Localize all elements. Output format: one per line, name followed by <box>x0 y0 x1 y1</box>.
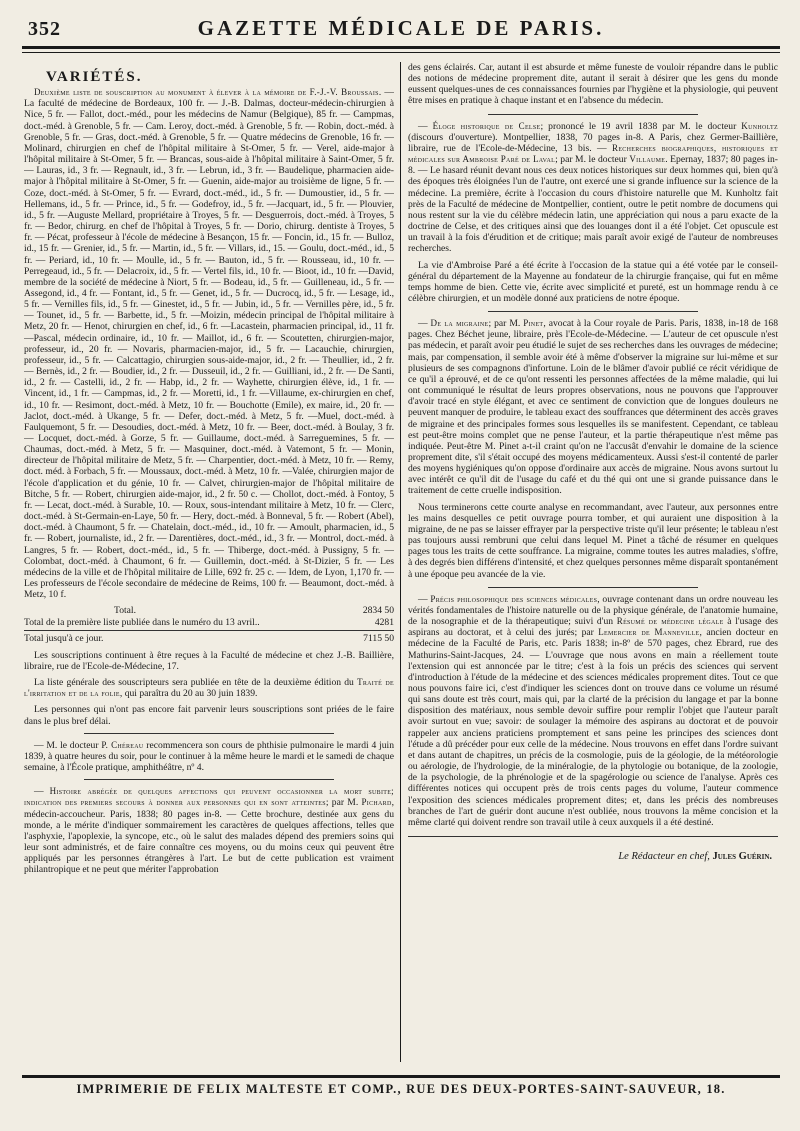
celse-text-g: ; par M. le docteur <box>555 154 630 166</box>
total-label: Total. <box>114 605 136 617</box>
history-text-e: , médecin-accoucheur. Paris, 1838; 80 pages in-8. — Cette brochure, destinée aux gens du monde, a le mérite d'indiquer sommairement les caractères de quelques affections, telles que l'asphyxie, l'apoplexie, la syncope, etc., où le salut des malades dépend des premiers soins qui leur sont administrés, et de faire connaître ces moyens, ou du moins ceux qui peuvent être appliqués par les personnes étrangères à l'art. Le but de cette publication est vraiment philantropique et ne peut que mériter l'approbation <box>24 797 394 876</box>
total-rule <box>24 630 394 631</box>
chereau-paragraph <box>24 740 394 773</box>
conclude-paragraph: Nous terminerons cette courte analyse en recommandant, avec l'auteur, aux personnes entre les mains desquelles ce petit ouvrage pourra tomber, et qui auraient une disposition à la migraine, de ne pas se laisser effrayer par la perspective triste qu'il leur présente; le tableau n'est pas toujours aussi rembruni que celui dans lequel M. Pinet a tâché de résumer en quelques pages tous les traits de cette souffrance. La migraine, comme toutes les autres maladies, s'offre, à des degrés bien différens d'intensité, et chez quelques personnes même disparaît spontanément à une époque peu avancée de la vie. <box>408 501 778 580</box>
header-rule-thick <box>22 46 780 49</box>
subscriptions-paragraph: Les souscriptions continuent à être reçues à la Faculté de médecine et chez J.-B. Baillière, libraire, rue de l'Ecole-de-Médecine, 17. <box>24 649 394 672</box>
left-column <box>24 62 394 1062</box>
history-text-c: ; par M. <box>325 797 362 809</box>
general-list-text-c: , qui paraîtra du 20 au 30 juin 1839. <box>119 688 258 700</box>
separator <box>408 836 778 837</box>
celse-text-i: . Epernay, 1837; 80 pages in-8. — Le hasard réunit devant nous ces deux notices historiques sur deux hommes qui, bien qu'à des époques très éloignées l'un de l'autre, ont exercé une si grande influence sur la science de la médecine. La première, écrite à l'occasion du cours d'histoire naturelle que M. Kunholtz fait près de la Faculté de médecine de Montpellier, contient, outre le petit nombre de documens qui nous restent sur la vie du célèbre médecin latin, une appréciation qui nous a paru exacte de la doctrine de Celse, et des critiques ainsi que des louanges dont il a été l'objet. Cet opuscule est un travail à la fois d'érudition et de critique; mais paraît avoir exigé de l'auteur de nombreuses recherches. <box>408 154 778 255</box>
celse-title: Éloge historique de Celse <box>432 120 541 131</box>
celse-paragraph <box>408 121 778 255</box>
printer-imprint: IMPRIMERIE DE FELIX MALTESTE ET COMP., RUE DES DEUX-PORTES-SAINT-SAUVEUR, 18. <box>76 1082 726 1096</box>
subscription-entries: — La faculté de médecine de Bordeaux, 100 fr. — J.-B. Dalmas, docteur-médecin-chirurgien à Nice, 5 fr. — Fallot, doct.-méd., pour les médecins de Namur (Belgique), 85 fr. — Campmas, doct.-méd. à Grenoble, 5 fr. — Cam. Leroy, doct.-méd. à Grenoble, 5 fr. — Robin, doct.-méd. à Grenoble, 5 fr. — Gras, doct.-méd. à Grenoble, 5 fr. — Quatre médecins de Grenoble, 16 fr. — Molinard, chirurgien en chef de l'hôpital militaire à St-Omer, 5 fr. — Verel, aide-major à l'hôpital militaire à St-Omer, 5 fr. — Brancas, sous-aide à l'hôpital militaire à Saint-Omer, 5 fr. — Lauras, id., 3 fr. — Regnault, id., 3 fr. — Lebrun, id., 3 fr. — Baudelique, pharmacien aide-major à l'hôpital militaire à St-Omer, 5 fr. — Guenin, aide-major au troisième de ligne, 5 fr. — Coze, doct.-méd. à St-Omer, 5 fr. — Evrard, doct.-méd., id., 5 fr. — Dumoustier, id., 5 fr. — Hellemans, id., 5 fr. — Prince, id., 5 fr. — Godefroy, id., 5 fr. —Jacquart, id., 5 fr. — Plouvier, id., 5 fr. —Auguste Mellard, propriétaire à Troyes, 5 fr. — Desguerrois, doct.-méd. à Troyes, 5 fr. — Bedor, chirurg. en chef de l'hôpital à Troyes, 5 fr. — Dorio, chirurg. dentiste à Troyes, 5 fr. — Pécat, professeur à l'école de médecine à Besançon, 15 fr. — Foncin, id., 15 fr. — Bulloz, id., 15 fr. — Grenier, id., 5 fr. — Martin, id., 5 fr. — Villars, id., 15. — Goulu, doct.-méd., id., 5 fr. — Periard, id., 10 fr. — Moulle, id., 5 fr. — Bauton, id., 5 fr. — Rousseau, id., 10 fr. — Perregeaud, id., 5 fr. — Delacroix, id., 5 fr. — Vertel fils, id., 10 fr. — Bioot, id., 10 fr. —David, membre de la société de médecine à Niort, 5 fr. — Bodeau, id., 5 fr. — Guilleneau, id., 5 fr. — Assegond, id., 4 fr. — Fontant, id., 5 fr. — Genet, id., 5 fr. — Ducrocq, id., 5 fr. — Lesage, id., 5 fr. — Vernilles fils, id., 5 fr. — Ginestet, id., 5 fr. — Jubin, id., 5 fr. — Vernilles père, id., 5 fr. — Tounet, id., 5 fr. — Barbette, id., 5 fr. —Moizin, médecin principal de l'hôpital militaire à Metz, 20 fr. — Henot, chirurgien en chef, id., 6 fr. —Lacastein, pharmacien principal, id., 11 fr. —Pascal, médecin ordinaire, id., 10 fr. — Maillot, id., 6 fr. — Scoutetten, chirurgien-major, professeur, id., 20 fr. — Novaris, pharmacien-major, id., 5 fr. — Lacauchie, chirurgien, professeur, id., 5 fr. — Calcattagio, chirurgien sous-aide-major, id., 2 fr. — Theullier, id., 2 fr. — Bernès, id., 2 fr. — Boudier, id., 2 fr. — Dusseuil, id., 2 fr. — Guilliani, id., 2 fr. — De Santi, id., 2 fr. — Castelli, id., 2 fr. — Habp, id., 2 fr. — Wayhette, chirurgien élève, id., 1 fr. — Vincent, id., 1 fr. — Campmas, id., 2 fr. — Moretti, id., 1 fr. —Villaume, ex-chirurgien en chef, id., 10 fr. — Resimont, doct.-méd. à Metz, 10 fr. — Bouchotte (Emile), ex maire, id., 20 fr. — Jaclot, doct.-méd. à Ukange, 5 fr. — Defer, doct.-méd. à Metz, 5 fr. —Muel, doct.-méd. à Faulquemont, 5 fr. — Desoudies, doct.-méd. à Metz, 10 fr. — Beer, doct.-méd. à Boulay, 3 fr. — Locquet, doct.-méd. à Gorze, 5 fr. — Guillaume, doct.-méd. à Sarreguemines, 5 fr. — Chaumas, doct.-méd. à Metz, 5 fr. — Masquiner, doct.-méd. à Vatemont, 5 fr. — Monin, directeur de l'hôpital militaire de Metz, 5 fr. — Charpentier, doct.-méd. à Metz, 10 fr. — Remy, doct. méd. à Forbach, 5 fr. — Moussaux, doct.-méd. à Metz, 10 fr. —Valée, chirurgien major de l'école d'application et du génie, 10 fr. — Calvet, chirurgien-major de l'hôpital militaire de Bitche, 5 fr. — Robert, chirurgien aide-major, id., 2 fr. 50 c. — Chollot, doct.-méd. à Fontoy, 5 fr. — Lecat, doct.-méd. à Surable, 10. — Roux, sous-intendant militaire à Metz, 10 fr. — Clerc, doct.-méd. à St-Germain-en-Laye, 50 fr. — Hery, doct.-méd. à Bonneval, 5 fr. — Robert (Abel), doct.-méd. à Chaumont, 5 fr. — Chatelain, doct.-méd., id., 10 fr. — Amoult, pharmacien, id., 5 fr. — Robert, journaliste, id., 2 fr. — Darentières, doct.-méd., id., 3 fr. — Montrol, doct.-méd. à Langres, 5 fr. — Robert, doct.-méd., id., 5 fr. — Thiberge, doct.-méd. à Pussigny, 5 fr. — Colombat, doct.-méd. à Chaumont, 6 fr. — Guillemin, doct.-méd. à St-Dizier, 5 fr. — Les médecins de la ville et de l'hôpital militaire de Lille, 692 fr. 25 c. — Idem, de Lyon, 1,170 fr. — Les professeurs de l'école secondaire de médecine de Reims, 100 fr. — Beaumont, doct.-méd. à Metz, 10 f. <box>24 87 394 601</box>
celse-text-e: (discours d'ouverture). Montpellier, 1838, 70 pages in-8. A Paris, chez Germer-Baillière, libraire, rue de l'Ecole-de-Médecine, 13 bis. — <box>408 131 778 154</box>
journal-title: GAZETTE MÉDICALE DE PARIS. <box>197 16 605 40</box>
footer-rule <box>22 1075 780 1078</box>
masthead <box>22 14 780 42</box>
header-rule-thin <box>22 52 780 53</box>
pare-title: Recherches biographiques, historiques et médicales sur Ambroise Paré de Laval <box>408 142 778 165</box>
pichard-name: Pichard <box>361 797 392 808</box>
section-title: VARIÉTÉS. <box>46 69 143 85</box>
precis-paragraph <box>408 594 778 828</box>
history-title: Histoire abrégée de quelques affections qui peuvent occasionner la mort subite; indication des premiers secours à donner aux personnes qui en sont atteintes <box>24 786 394 808</box>
migraine-text-e: , avocat à la Cour royale de Paris. Paris, 1838, in-18 de 168 pages. Chez Béchet jeune, libraire, près l'Ecole-de-Médecine. — L'auteur de cet opuscule n'est pas médecin, et paraît avoir peu étudié le sujet de ses recherches dans les ouvrages de médecine; mais, par compensation, il semble avoir été à même d'observer la migraine sur lui-même et sur plusieurs de ses compagnons d'infortune. Loin de le blâmer d'avoir publié ce récit véridique de ce qu'il a éprouvé, et de ce qu'ont ressenti les personnes affectées de la même maladie, qui lui ont communiqué le résultat de leurs propres observations, nous ne pouvons que l'approuver d'avoir tracé en style élégant, et avec ce sentiment de conviction que de longues douleurs ne peuvent manquer de produire, le tableau exact des souffrances que déterminent des accès graves de migraine et des principales formes sous lesquelles ils se manifestent. Cependant, ce tableau est peut-être moins complet que ne pense l'auteur, et la partie thérapeutique n'est même pas indiquée. Peut-être M. Pinet a-t-il craint qu'on ne l'accusât d'envahir le domaine de la science proprement dite, s'il s'était occupé des moyens médicamenteux. Aussi s'est-il contenté de parler des moyens hygiéniques qu'on oppose d'ordinaire aux accès de migraine. Nous avons surtout lu avec intérêt ce qu'il dit de l'usage du café et du thé qui ont une si grande puissance dans le traitement de cette cruelle indisposition. <box>408 318 778 497</box>
precis-text-a: — <box>418 593 431 605</box>
kunholtz-name: Kunholtz <box>741 120 778 131</box>
general-list-paragraph <box>24 677 394 699</box>
precis-text-g: , ancien docteur en médecine de la Faculté de Paris, etc. Paris 1838; in-8º de 570 pages, chez Ebrard, rue des Mathurins-Saint-Jacques, 24. — L'ouvrage que nous avons en main a réellement toute l'extension qui est annoncée par le titre; c'est à la fois un précis des sciences qui servent d'introduction à l'étude de la médecine et des sciences médicales proprement dites. Tout ce que nous pouvons faire ici, c'est d'indiquer les sciences dont on trouve dans ce volume un résumé qui sans doute est très court, mais qui, par la clarté de la précision du langage et par la bonne disposition des matériaux, nous semble devoir suffire pour remplir l'objet que l'auteur paraît avoir surtout en vue; savoir: de soulager la mémoire des aspirans au doctorat et de pouvoir rappeler aux anciens praticiens promptement et sans peine les principes des sciences dont l'étude a dû précéder pour eux celle de la médecine. Nous trouvons en effet dans l'ordre suivant et dans autant de chapitres, un précis de la cosmologie, puis de la géologie, de la météorologie ou aérologie, de l'hydrologie, de la minéralogie, de la phytologie ou botanique, de la zoologie, de la psychologie, de la phrénologie et de la spagérologie ou science de l'analyse. Après ces différentes notices qui occupent près de trois cents pages du volume, l'auteur commence l'exposition des sciences médicales proprement dites; et, dans les précis des nombreuses branches de l'art de guérir dont aucune n'est oubliée, nous trouvons la même concision et la même clarté qui doivent rendre son travail utile à ceux auxquels il a été destiné. <box>408 627 778 828</box>
signature <box>408 851 772 862</box>
migraine-text-a: — <box>418 318 431 330</box>
history-text-a: — <box>34 786 50 798</box>
pare-paragraph: La vie d'Ambroise Paré a été écrite à l'occasion de la statue qui a été votée par le conseil-général du département de la Mayenne au fondateur de la chirurgie française, qui fut en même temps homme de bien. Cette vie, écrite avec simplicité et pureté, est un hommage rendu à ce célèbre chirurgien, et un modèle donné aux praticiens de notre époque. <box>408 259 778 304</box>
chereau-text-a: — M. le docteur <box>34 739 102 751</box>
pinet-name: Pinet <box>523 318 544 329</box>
general-list-text-a: La liste générale des souscripteurs sera publiée en tête de la deuxième édition du <box>34 677 358 689</box>
total-row <box>24 605 394 616</box>
grand-total-row <box>24 633 394 644</box>
migraine-paragraph <box>408 318 778 497</box>
grand-total-label: Total jusqu'à ce jour. <box>24 632 104 644</box>
signature-label: Le Rédacteur en chef, <box>618 851 710 862</box>
chereau-text-c: recommencera son cours de phthisie pulmonaire le mardi 4 juin 1839, à quatre heures du soir, pour le continuer à la même heure le mardi et le samedi de chaque semaine, à l'École pratique, amphithéâtre, nº 4. <box>24 739 394 774</box>
villaume-name: Villaume <box>629 154 666 165</box>
article-columns <box>22 62 780 1062</box>
history-paragraph <box>24 786 394 875</box>
subscription-heading: Deuxième liste de souscription au monument à élever à la mémoire de F.-J.-V. Broussais. <box>34 87 382 98</box>
separator <box>488 587 698 588</box>
celse-text-a: — <box>418 120 433 132</box>
precis-title: Précis philosophique des sciences médicales <box>430 593 598 604</box>
first-list-value: 4281 <box>374 616 394 628</box>
signature-name: Jules Guérin. <box>712 851 772 862</box>
chereau-name: P. Chéreau <box>101 739 144 750</box>
separator <box>84 779 334 780</box>
page-number: 352 <box>28 18 61 40</box>
first-list-label: Total de la première liste publiée dans le numéro du 13 avril.. <box>24 616 260 628</box>
celse-text-c: ; prononcé le 19 avril 1838 par M. le docteur <box>540 120 742 132</box>
precis-text-c: , ouvrage contenant dans un ordre nouveau les vérités fondamentales de l'histoire naturelle ou de la physique générale, de l'anatomie humaine, de la nosographie et de la thérapeutique; suivi d'un <box>408 593 778 628</box>
persons-paragraph: Les personnes qui n'ont pas encore fait parvenir leurs souscriptions sont priées de le faire dans le plus bref délai. <box>24 704 394 727</box>
migraine-text-c: ; par M. <box>488 318 524 330</box>
grand-total-value: 7115 50 <box>363 632 394 644</box>
column-divider <box>400 62 401 1062</box>
separator <box>488 114 698 115</box>
resume-title: Résumé de médecine légale <box>616 616 724 627</box>
continued-paragraph: des gens éclairés. Car, autant il est absurde et même funeste de vouloir répandre dans le public des notions de médecine proprement dite, autant il serait à désirer que les gens du monde eussent quelques-unes de ces connaissances fournies par l'hygiène et la physiologie, qui peuvent être mises en pratique à chaque instant et en l'absence du médecin. <box>408 62 778 107</box>
right-column <box>408 62 778 1062</box>
migraine-title: De la migraine <box>430 318 489 329</box>
precis-text-e: à l'usage des aspirans au doctorat, et à celui des jurés; par <box>408 616 778 639</box>
first-list-row <box>24 617 394 628</box>
treatise-title: Traité de l'irritation et de la folie <box>24 677 394 699</box>
separator <box>488 311 698 312</box>
total-value: 2834 50 <box>362 605 394 617</box>
subscription-list <box>24 87 394 600</box>
separator <box>84 733 334 734</box>
manneville-name: Lemercier de Manneville <box>598 627 700 638</box>
newspaper-page <box>22 14 780 1118</box>
